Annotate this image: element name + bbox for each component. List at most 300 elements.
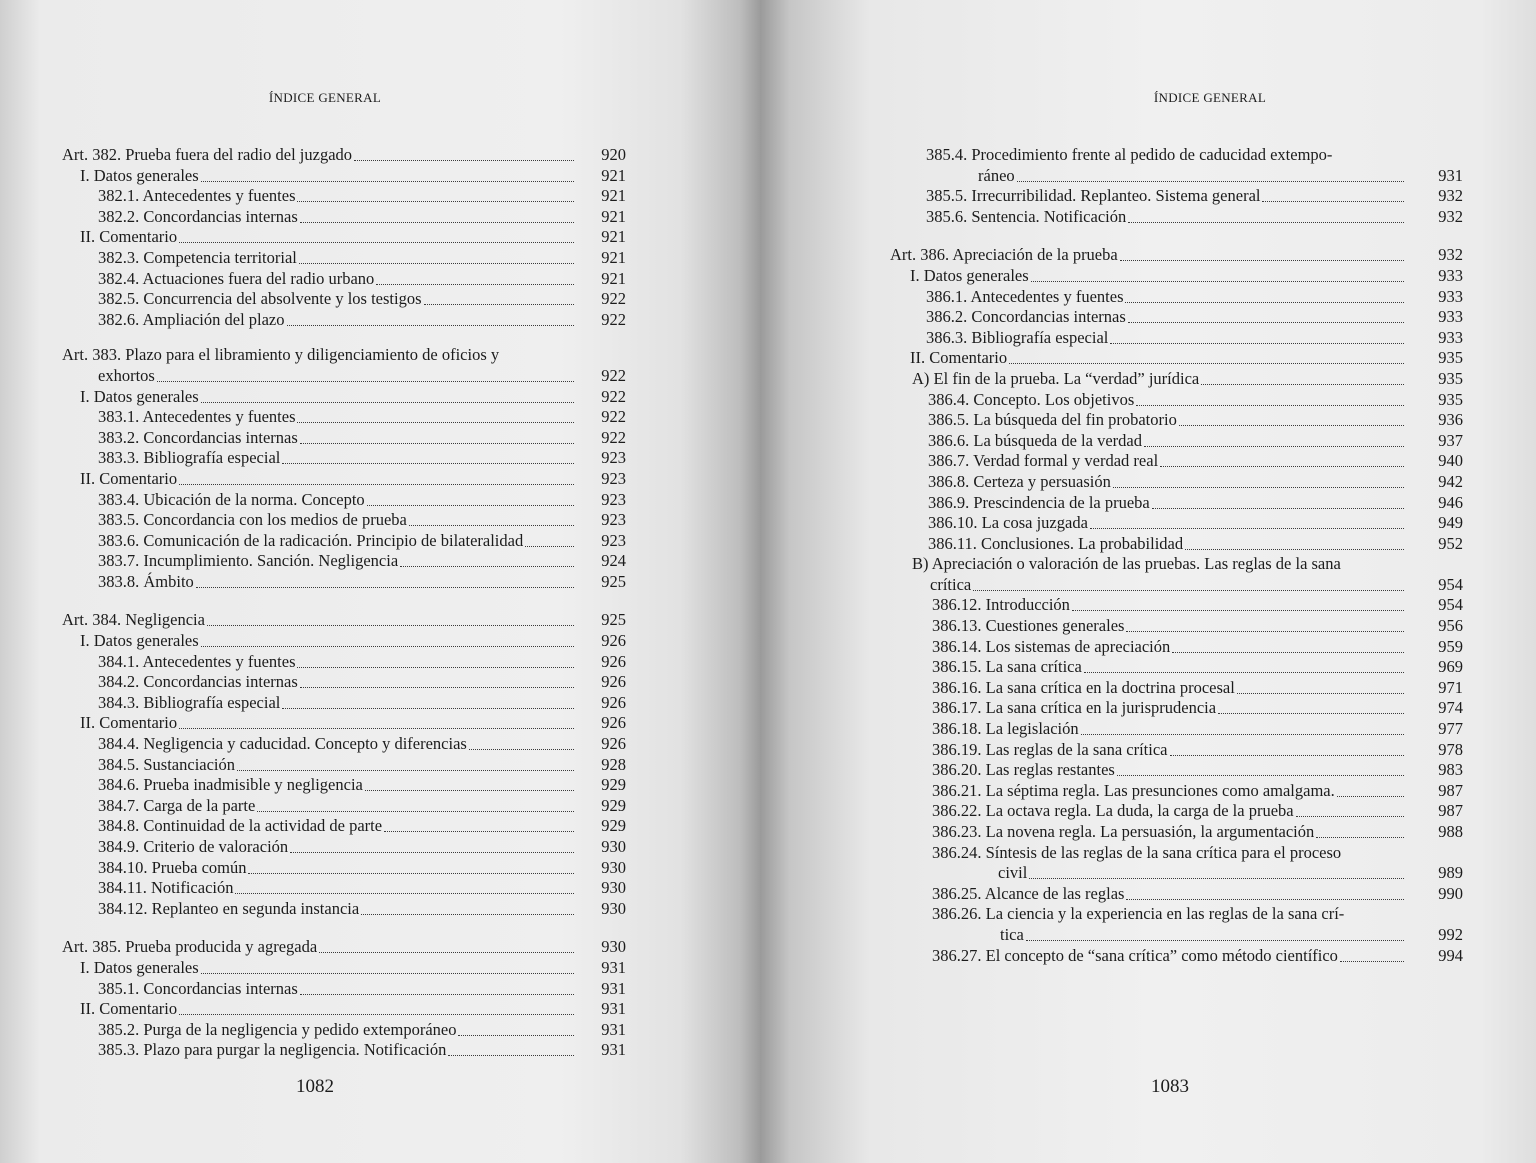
toc-entry-title: 385.4. Procedimiento frente al pedido de caducidad extempo- xyxy=(926,145,1333,164)
toc-entry xyxy=(760,186,1536,207)
toc-entry-title: 385.3. Plazo para purgar la negligencia. Notificación xyxy=(98,1040,447,1060)
dot-leader xyxy=(1337,781,1404,797)
toc-page-number: 933 xyxy=(1438,307,1463,327)
toc-entry-title: 383.3. Bibliografía especial xyxy=(98,448,281,468)
toc-entry xyxy=(0,1020,760,1041)
dot-leader xyxy=(1128,307,1404,323)
toc-entry xyxy=(0,816,760,837)
toc-page-number: 952 xyxy=(1438,533,1463,553)
toc-page-number: 971 xyxy=(1438,677,1463,697)
toc-page-number: 942 xyxy=(1438,471,1463,491)
dot-leader xyxy=(257,796,574,812)
toc-page-number: 923 xyxy=(601,510,626,530)
toc-entry xyxy=(0,448,760,469)
toc-page-number: 940 xyxy=(1438,451,1463,471)
toc-page-number: 930 xyxy=(601,837,626,856)
toc-entry xyxy=(0,289,760,310)
dot-leader xyxy=(1160,451,1404,467)
dot-leader xyxy=(424,289,574,305)
toc-entry-title: 384.2. Concordancias internas xyxy=(98,672,298,692)
toc-entry xyxy=(0,796,760,817)
toc-page-number: 928 xyxy=(601,754,626,774)
toc-page-number: 954 xyxy=(1438,574,1463,594)
toc-entry-title: II. Comentario xyxy=(80,227,178,247)
dot-leader xyxy=(1031,266,1404,282)
dot-leader xyxy=(1126,884,1404,900)
toc-entry-title: 386.24. Síntesis de las reglas de la sana crítica para el proceso xyxy=(932,842,1342,862)
toc-page-number: 921 xyxy=(601,186,626,206)
toc-entry-title: 386.21. La séptima regla. Las presunciones como amalgama. xyxy=(932,780,1335,800)
toc-entry-title: 386.8. Certeza y persuasión xyxy=(928,471,1111,491)
toc-entry xyxy=(760,719,1536,740)
dot-leader xyxy=(1113,472,1404,488)
toc-entry-title: 384.9. Criterio de valoración xyxy=(98,837,289,856)
dot-leader xyxy=(1262,186,1404,202)
dot-leader xyxy=(1152,493,1404,509)
toc-entry xyxy=(0,551,760,572)
toc-entry-title: 384.1. Antecedentes y fuentes xyxy=(98,651,296,671)
dot-leader xyxy=(448,1040,574,1056)
toc-entry-title: 386.1. Antecedentes y fuentes xyxy=(926,286,1124,306)
dot-leader xyxy=(282,448,574,464)
toc-page-number: 924 xyxy=(601,551,626,571)
toc-entry-title: 383.6. Comunicación de la radicación. Principio de bilateralidad xyxy=(98,530,524,550)
dot-leader xyxy=(1026,925,1404,941)
toc-entry xyxy=(760,575,1536,596)
toc-entry-title: 386.15. La sana crítica xyxy=(932,657,1082,677)
toc-entry-title: 383.2. Concordancias internas xyxy=(98,427,298,447)
toc-entry xyxy=(760,554,1536,575)
toc-entry-title: 386.18. La legislación xyxy=(932,719,1079,739)
toc-entry xyxy=(760,781,1536,802)
toc-entry xyxy=(760,657,1536,678)
toc-entry-title: II. Comentario xyxy=(80,468,178,488)
dot-leader xyxy=(1090,513,1404,529)
toc-entry xyxy=(0,510,760,531)
dot-leader xyxy=(1117,760,1404,776)
dot-leader xyxy=(319,937,574,953)
toc-entry xyxy=(0,269,760,290)
toc-page-number: 959 xyxy=(1438,636,1463,656)
toc-entry xyxy=(0,490,760,511)
dot-leader xyxy=(201,387,574,403)
toc-entry-title: 386.9. Prescindencia de la prueba xyxy=(928,492,1150,512)
dot-leader xyxy=(1029,863,1404,879)
dot-leader xyxy=(196,572,574,588)
toc-entry xyxy=(0,227,760,248)
dot-leader xyxy=(384,816,574,832)
toc-entry-title: 386.26. La ciencia y la experiencia en las reglas de la sana crí- xyxy=(932,904,1345,924)
dot-leader xyxy=(1017,166,1404,182)
dot-leader xyxy=(248,858,574,874)
toc-entry-title: II. Comentario xyxy=(80,999,178,1019)
toc-entry-title: 382.1. Antecedentes y fuentes xyxy=(98,186,296,206)
toc-entry xyxy=(0,145,760,166)
dot-leader xyxy=(361,899,574,915)
toc-entry-title: 386.2. Concordancias internas xyxy=(926,307,1126,327)
toc-entry xyxy=(760,287,1536,308)
dot-leader xyxy=(1128,207,1404,223)
toc-page-number: 923 xyxy=(601,489,626,509)
toc-page-number: 931 xyxy=(601,957,626,977)
toc-page-number: 983 xyxy=(1438,760,1463,780)
toc-page-number: 977 xyxy=(1438,719,1463,739)
toc-page-number: 931 xyxy=(1438,165,1463,185)
toc-page-number: 926 xyxy=(601,672,626,692)
toc-entry xyxy=(0,572,760,593)
dot-leader xyxy=(1084,657,1404,673)
toc-page-number: 978 xyxy=(1438,739,1463,759)
toc-entry-title: tica xyxy=(1000,924,1024,944)
toc-entry-title: 383.5. Concordancia con los medios de prueba xyxy=(98,510,407,530)
toc-entry xyxy=(0,937,760,958)
toc-entry xyxy=(760,451,1536,472)
dot-leader xyxy=(458,1020,574,1036)
toc-page-number: 937 xyxy=(1438,430,1463,450)
toc-entry xyxy=(760,616,1536,637)
toc-entry xyxy=(0,387,760,408)
toc-entry xyxy=(0,207,760,228)
running-head-left: ÍNDICE GENERAL xyxy=(268,90,382,105)
toc-page-number: 933 xyxy=(1438,327,1463,347)
toc-page-number: 922 xyxy=(601,365,626,385)
toc-entry xyxy=(0,775,760,796)
toc-page-number: 932 xyxy=(1438,186,1463,206)
dot-leader xyxy=(157,366,574,382)
toc-entry-title: 386.17. La sana crítica en la jurisprudencia xyxy=(932,698,1217,718)
toc-page-number: 987 xyxy=(1438,801,1463,821)
toc-entry xyxy=(760,207,1536,228)
toc-entry xyxy=(760,678,1536,699)
toc-entry-title: 384.4. Negligencia y caducidad. Concepto y diferencias xyxy=(98,734,467,754)
dot-leader xyxy=(1316,822,1404,838)
toc-page-number: 989 xyxy=(1438,863,1463,883)
toc-page-number: 974 xyxy=(1438,698,1463,718)
dot-leader xyxy=(376,269,574,285)
toc-entry-title: B) Apreciación o valoración de las pruebas. Las reglas de la sana xyxy=(912,554,1341,574)
dot-leader xyxy=(201,166,574,182)
toc-entry-title: 384.12. Replanteo en segunda instancia xyxy=(98,898,360,918)
dot-leader xyxy=(1218,698,1404,714)
toc-page-number: 969 xyxy=(1438,657,1463,677)
toc-entry-title: A) El fin de la prueba. La “verdad” jurídica xyxy=(912,368,1200,388)
toc-entry xyxy=(760,884,1536,905)
toc-entry xyxy=(0,166,760,187)
toc-page-number: 990 xyxy=(1438,883,1463,903)
toc-entry-title: 386.6. La búsqueda de la verdad xyxy=(928,430,1142,450)
toc-page-number: 933 xyxy=(1438,265,1463,285)
dot-leader xyxy=(1170,740,1405,756)
dot-leader xyxy=(282,693,574,709)
toc-page-number: 923 xyxy=(601,530,626,550)
toc-entry-title: 386.23. La novena regla. La persuasión, la argumentación xyxy=(932,822,1315,841)
dot-leader xyxy=(1125,287,1404,303)
toc-entry-title: 384.8. Continuidad de la actividad de parte xyxy=(98,816,383,836)
toc-page-number: 933 xyxy=(1438,286,1463,306)
toc-entry xyxy=(0,755,760,776)
toc-page-number: 987 xyxy=(1438,780,1463,800)
dot-leader xyxy=(1179,410,1404,426)
left-page xyxy=(0,0,760,1163)
dot-leader xyxy=(300,207,574,223)
toc-entry-title: 386.19. Las reglas de la sana crítica xyxy=(932,739,1168,759)
toc-entry xyxy=(760,328,1536,349)
toc-entry xyxy=(0,979,760,1000)
page-number-right: 1083 xyxy=(1151,1076,1189,1097)
toc-entry-title: Art. 386. Apreciación de la prueba xyxy=(890,245,1118,265)
dot-leader xyxy=(973,575,1404,591)
toc-entry-title: 382.2. Concordancias internas xyxy=(98,206,298,226)
toc-entry-title: 382.4. Actuaciones fuera del radio urbano xyxy=(98,268,375,288)
toc-entry-title: 386.22. La octava regla. La duda, la carga de la prueba xyxy=(932,801,1294,821)
toc-entry-title: 386.7. Verdad formal y verdad real xyxy=(928,451,1159,471)
toc-entry xyxy=(760,513,1536,534)
toc-list-right xyxy=(760,145,1536,966)
dot-leader xyxy=(400,551,574,567)
toc-entry-title: 386.3. Bibliografía especial xyxy=(926,327,1109,347)
toc-entry xyxy=(760,348,1536,369)
toc-entry xyxy=(760,822,1536,843)
dot-leader xyxy=(1120,245,1404,261)
dot-leader xyxy=(297,407,574,423)
toc-entry xyxy=(0,672,760,693)
toc-page-number: 932 xyxy=(1438,245,1463,265)
toc-entry xyxy=(0,310,760,331)
toc-entry xyxy=(760,740,1536,761)
toc-entry-title: 382.5. Concurrencia del absolvente y los testigos xyxy=(98,289,422,309)
toc-entry xyxy=(760,698,1536,719)
toc-entry-title: 386.12. Introducción xyxy=(932,595,1070,615)
toc-entry xyxy=(760,534,1536,555)
toc-entry xyxy=(760,145,1536,166)
toc-entry-title: 385.6. Sentencia. Notificación xyxy=(926,206,1127,226)
toc-page-number: 932 xyxy=(1438,206,1463,226)
toc-page-number: 921 xyxy=(601,268,626,288)
toc-entry xyxy=(0,428,760,449)
right-page xyxy=(760,0,1536,1163)
toc-page-number: 935 xyxy=(1438,389,1463,409)
toc-page-number: 926 xyxy=(601,651,626,671)
toc-entry-title: 386.4. Concepto. Los objetivos xyxy=(928,389,1135,409)
toc-page-number: 992 xyxy=(1438,924,1463,944)
dot-leader xyxy=(237,755,574,771)
toc-entry-title: 385.5. Irrecurribilidad. Replanteo. Sistema general xyxy=(926,186,1261,206)
toc-entry-title: 384.5. Sustanciación xyxy=(98,754,236,774)
dot-leader xyxy=(207,610,574,626)
toc-page-number: 946 xyxy=(1438,492,1463,512)
dot-leader xyxy=(179,227,574,243)
dot-leader xyxy=(287,310,574,326)
toc-page-number: 988 xyxy=(1438,822,1463,841)
toc-entry-title: 386.5. La búsqueda del fin probatorio xyxy=(928,410,1177,430)
toc-page-number: 922 xyxy=(601,407,626,427)
toc-page-number: 929 xyxy=(601,816,626,836)
toc-entry xyxy=(760,166,1536,187)
toc-entry xyxy=(760,843,1536,864)
toc-page-number: 929 xyxy=(601,775,626,795)
toc-entry-title: Art. 382. Prueba fuera del radio del juzgado xyxy=(62,145,353,164)
toc-entry xyxy=(0,531,760,552)
dot-leader xyxy=(235,878,574,894)
toc-entry xyxy=(760,472,1536,493)
dot-leader xyxy=(201,631,574,647)
toc-entry-title: 385.2. Purga de la negligencia y pedido extemporáneo xyxy=(98,1019,457,1039)
toc-page-number: 926 xyxy=(601,631,626,651)
toc-entry xyxy=(0,999,760,1020)
toc-entry-title: I. Datos generales xyxy=(80,386,199,406)
toc-entry xyxy=(760,410,1536,431)
toc-entry-title: 386.10. La cosa juzgada xyxy=(928,513,1088,533)
toc-page-number: 922 xyxy=(601,289,626,309)
toc-entry xyxy=(0,1040,760,1061)
toc-entry xyxy=(0,693,760,714)
toc-entry-title: 383.4. Ubicación de la norma. Concepto xyxy=(98,489,365,509)
toc-page-number: 921 xyxy=(601,247,626,267)
toc-entry-title: 384.11. Notificación xyxy=(98,878,234,898)
toc-entry xyxy=(760,863,1536,884)
toc-entry xyxy=(760,266,1536,287)
dot-leader xyxy=(1296,801,1404,817)
dot-leader xyxy=(525,531,574,547)
dot-leader xyxy=(1126,616,1404,632)
dot-leader xyxy=(1072,595,1404,611)
toc-page-number: 926 xyxy=(601,713,626,733)
toc-entry xyxy=(760,760,1536,781)
toc-page-number: 921 xyxy=(601,165,626,185)
toc-page-number: 935 xyxy=(1438,348,1463,368)
toc-entry xyxy=(0,958,760,979)
dot-leader xyxy=(1172,637,1404,653)
running-head-right: ÍNDICE GENERAL xyxy=(1153,90,1267,105)
toc-entry xyxy=(760,390,1536,411)
page-number-left: 1082 xyxy=(296,1076,334,1097)
toc-page-number: 931 xyxy=(601,1019,626,1039)
toc-page-number: 922 xyxy=(601,309,626,329)
toc-entry-title: 386.13. Cuestiones generales xyxy=(932,616,1125,636)
toc-entry-title: crítica xyxy=(930,574,972,594)
toc-entry xyxy=(0,713,760,734)
toc-entry-title: 383.8. Ámbito xyxy=(98,571,194,591)
toc-entry xyxy=(760,925,1536,946)
dot-leader xyxy=(1144,431,1404,447)
toc-page-number: 930 xyxy=(601,937,626,957)
toc-page-number: 930 xyxy=(601,878,626,898)
dot-leader xyxy=(179,713,574,729)
toc-entry-title: Art. 385. Prueba producida y agregada xyxy=(62,937,318,957)
dot-leader xyxy=(1081,719,1404,735)
toc-page-number: 994 xyxy=(1438,945,1463,965)
toc-entry-title: 386.27. El concepto de “sana crítica” como método científico xyxy=(932,945,1338,965)
toc-entry-title: 386.16. La sana crítica en la doctrina procesal xyxy=(932,677,1235,697)
toc-entry xyxy=(0,366,760,387)
toc-entry xyxy=(760,431,1536,452)
dot-leader xyxy=(300,979,574,995)
toc-page-number: 923 xyxy=(601,468,626,488)
dot-leader xyxy=(1185,534,1404,550)
dot-leader xyxy=(469,734,574,750)
toc-entry-title: Art. 384. Negligencia xyxy=(62,610,205,630)
toc-entry-title: 384.7. Carga de la parte xyxy=(98,795,256,815)
toc-page-number: 926 xyxy=(601,734,626,754)
dot-leader xyxy=(179,999,574,1015)
toc-page-number: 930 xyxy=(601,898,626,918)
dot-leader xyxy=(297,186,574,202)
toc-entry-title: I. Datos generales xyxy=(80,631,199,651)
toc-page-number: 920 xyxy=(601,145,626,164)
dot-leader xyxy=(1110,328,1404,344)
dot-leader xyxy=(299,248,574,264)
dot-leader xyxy=(201,958,574,974)
toc-entry-title: exhortos xyxy=(98,365,155,385)
toc-entry xyxy=(0,610,760,631)
dot-leader xyxy=(1136,390,1404,406)
toc-entry xyxy=(760,904,1536,925)
dot-leader xyxy=(1009,348,1404,364)
toc-entry xyxy=(760,801,1536,822)
toc-entry-title: Art. 383. Plazo para el libramiento y diligenciamiento de oficios y xyxy=(62,345,500,365)
toc-entry-title: 386.14. Los sistemas de apreciación xyxy=(932,636,1171,656)
toc-entry xyxy=(0,837,760,858)
dot-leader xyxy=(179,469,574,485)
toc-entry xyxy=(760,307,1536,328)
toc-entry-title: 383.1. Antecedentes y fuentes xyxy=(98,407,296,427)
toc-entry-title: II. Comentario xyxy=(910,348,1008,368)
dot-leader xyxy=(1340,946,1404,962)
toc-entry-title: 385.1. Concordancias internas xyxy=(98,978,298,998)
toc-page-number: 922 xyxy=(601,386,626,406)
dot-leader xyxy=(1201,369,1404,385)
toc-entry xyxy=(760,637,1536,658)
toc-page-number: 921 xyxy=(601,206,626,226)
toc-entry xyxy=(0,734,760,755)
toc-page-number: 936 xyxy=(1438,410,1463,430)
toc-page-number: 923 xyxy=(601,448,626,468)
toc-entry-title: I. Datos generales xyxy=(910,265,1029,285)
toc-page-number: 922 xyxy=(601,427,626,447)
toc-entry-title: I. Datos generales xyxy=(80,957,199,977)
toc-page-number: 935 xyxy=(1438,368,1463,388)
toc-page-number: 931 xyxy=(601,999,626,1019)
toc-entry-title: civil xyxy=(998,863,1028,883)
toc-entry-title: 382.3. Competencia territorial xyxy=(98,247,297,267)
toc-page-number: 956 xyxy=(1438,616,1463,636)
toc-entry xyxy=(760,245,1536,266)
toc-entry-title: ráneo xyxy=(978,165,1015,185)
toc-entry xyxy=(0,469,760,490)
dot-leader xyxy=(354,145,574,161)
toc-entry xyxy=(0,652,760,673)
toc-entry-title: 384.3. Bibliografía especial xyxy=(98,692,281,712)
toc-entry-title: 386.25. Alcance de las reglas xyxy=(932,883,1125,903)
toc-entry xyxy=(760,369,1536,390)
toc-entry xyxy=(0,878,760,899)
toc-entry xyxy=(0,858,760,879)
dot-leader xyxy=(297,652,574,668)
dot-leader xyxy=(409,510,574,526)
dot-leader xyxy=(1237,678,1404,694)
toc-page-number: 926 xyxy=(601,692,626,712)
dot-leader xyxy=(365,775,574,791)
toc-entry-title: 382.6. Ampliación del plazo xyxy=(98,309,285,329)
toc-entry-title: 386.11. Conclusiones. La probabilidad xyxy=(928,533,1184,553)
toc-entry xyxy=(760,595,1536,616)
toc-page-number: 931 xyxy=(601,1040,626,1060)
dot-leader xyxy=(300,672,574,688)
toc-page-number: 929 xyxy=(601,795,626,815)
toc-page-number: 949 xyxy=(1438,513,1463,533)
toc-entry-title: 384.10. Prueba común xyxy=(98,857,247,877)
toc-page-number: 930 xyxy=(601,857,626,877)
